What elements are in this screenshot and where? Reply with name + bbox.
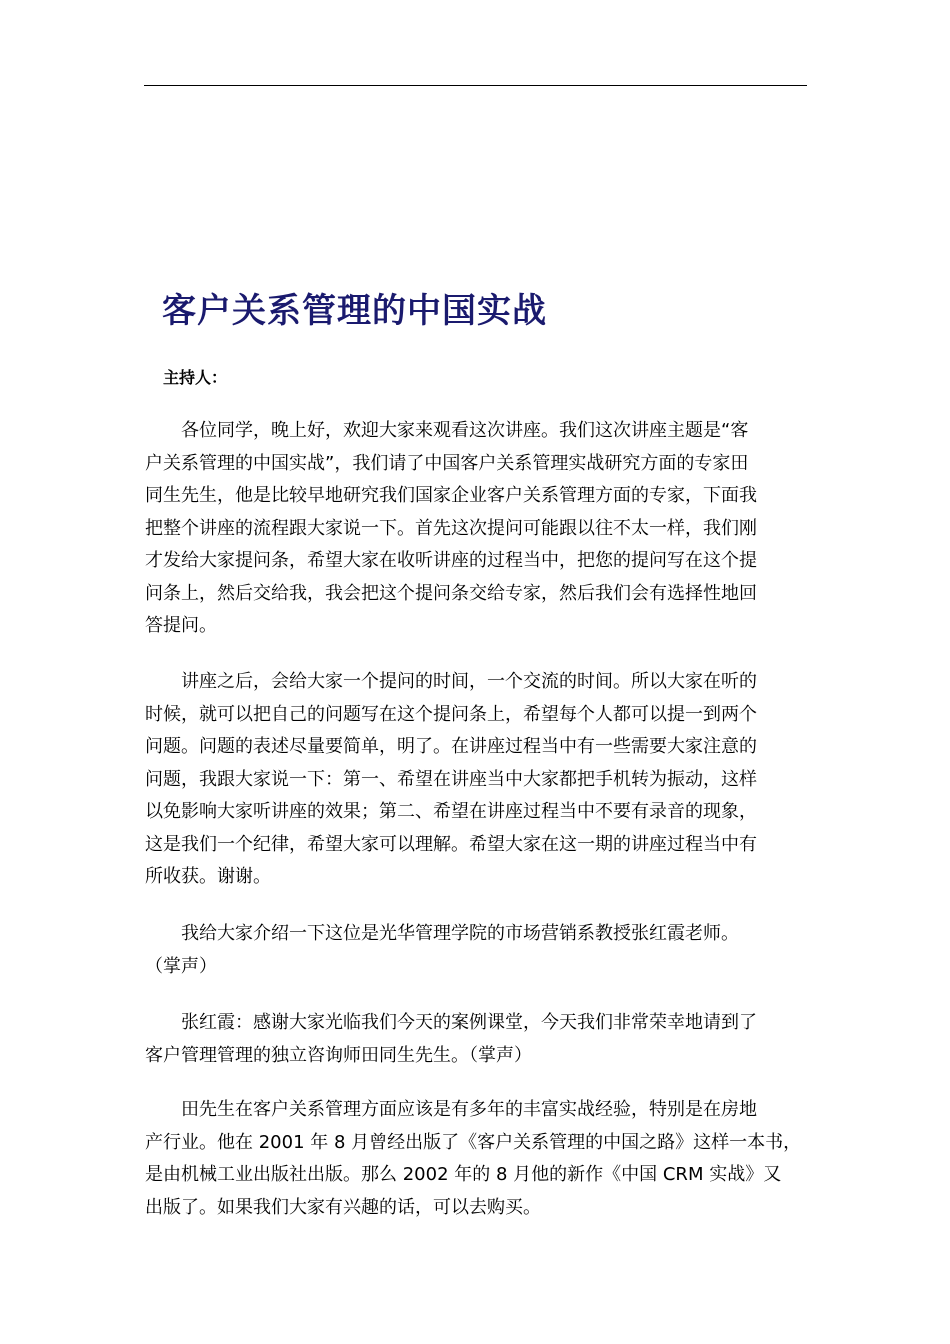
paragraph-line: 产行业。他在 2001 年 8 月曾经出版了《客户关系管理的中国之路》这样一本书， (145, 1131, 802, 1153)
paragraph-line: 问题。问题的表述尽量要简单，明了。在讲座过程当中有一些需要大家注意的 (145, 736, 757, 757)
paragraph-line: 所收获。谢谢。 (145, 866, 271, 887)
paragraph-line: 以免影响大家听讲座的效果；第二、希望在讲座过程当中不要有录音的现象， (145, 801, 757, 822)
paragraph-line: 户关系管理的中国实战”，我们请了中国客户关系管理实战研究方面的专家田 (145, 452, 749, 474)
paragraph-line: 时候，就可以把自己的问题写在这个提问条上，希望每个人都可以提一到两个 (145, 703, 757, 725)
paragraph-1 (145, 415, 810, 643)
paragraph-line: 把整个讲座的流程跟大家说一下。首先这次提问可能跟以往不太一样，我们刚 (145, 517, 757, 539)
document-title: 客户关系管理的中国实战 (162, 291, 547, 331)
paragraph-line: 答提问。 (145, 615, 217, 636)
header-rule (144, 85, 807, 86)
paragraph-line: 我给大家介绍一下这位是光华管理学院的市场营销系教授张红霞老师。 (181, 923, 739, 944)
paragraph-4 (145, 1007, 810, 1072)
paragraph-line: 客户管理管理的独立咨询师田同生先生。（掌声） (145, 1044, 532, 1066)
paragraph-line: 出版了。如果我们大家有兴趣的话，可以去购买。 (145, 1196, 541, 1218)
host-label: 主持人： (163, 368, 228, 387)
paragraph-5 (145, 1094, 810, 1224)
paragraph-line: 讲座之后，会给大家一个提问的时间，一个交流的时间。所以大家在听的 (181, 671, 757, 692)
paragraph-line: 同生先生，他是比较早地研究我们国家企业客户关系管理方面的专家，下面我 (145, 485, 757, 506)
paragraph-3 (145, 918, 810, 983)
paragraph-line: 各位同学，晚上好，欢迎大家来观看这次讲座。我们这次讲座主题是“客 (181, 420, 749, 441)
paragraph-line: 张红霞：感谢大家光临我们今天的案例课堂，今天我们非常荣幸地请到了 (181, 1012, 757, 1033)
paragraph-line: （掌声） (145, 955, 217, 977)
paragraph-line: 问条上，然后交给我，我会把这个提问条交给专家，然后我们会有选择性地回 (145, 582, 757, 604)
paragraph-line: 问题，我跟大家说一下：第一、希望在讲座当中大家都把手机转为振动，这样 (145, 768, 757, 790)
paragraph-2 (145, 666, 810, 894)
paragraph-line: 才发给大家提问条，希望大家在收听讲座的过程当中，把您的提问写在这个提 (145, 550, 757, 571)
paragraph-line: 田先生在客户关系管理方面应该是有多年的丰富实战经验，特别是在房地 (181, 1099, 757, 1120)
paragraph-line: 这是我们一个纪律，希望大家可以理解。希望大家在这一期的讲座过程当中有 (145, 833, 757, 855)
paragraph-line: 是由机械工业出版社出版。那么 2002 年的 8 月他的新作《中国 CRM 实战》又 (145, 1164, 782, 1185)
